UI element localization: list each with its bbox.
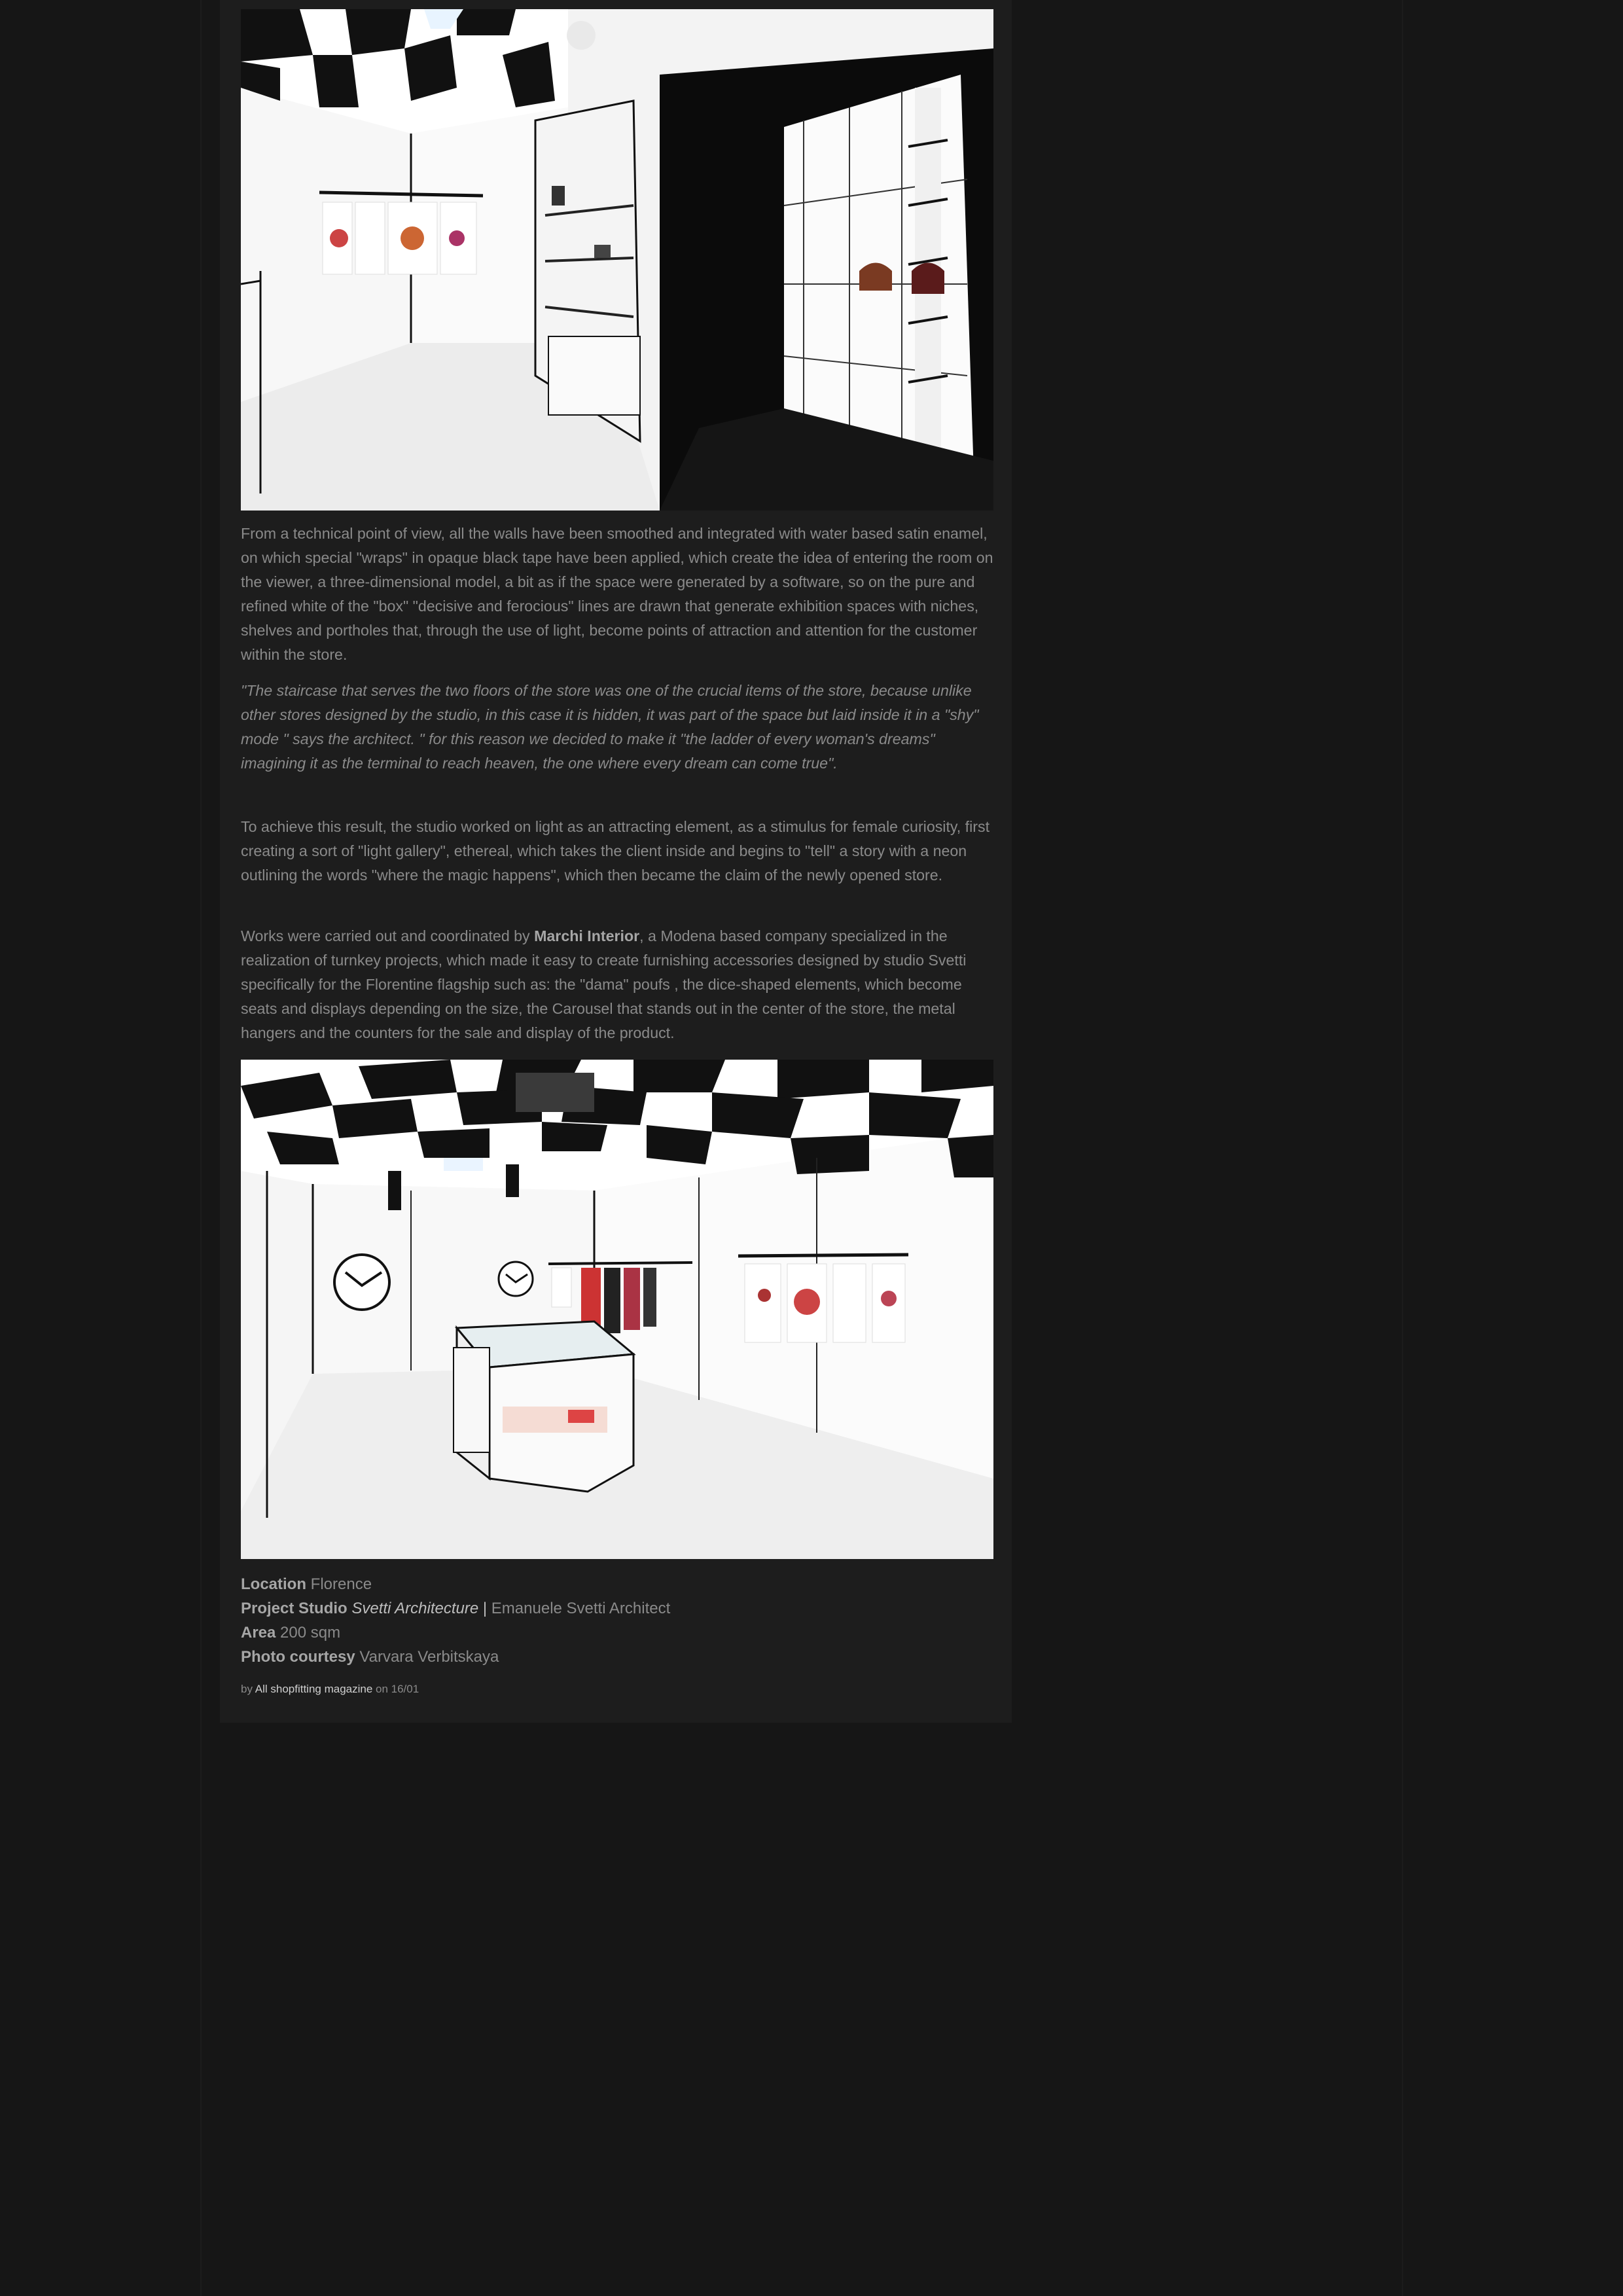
article-paragraph-light: To achieve this result, the studio worked on light as an attracting element, as a stimulus for female curiosity, first creating a sort of "light gallery", ethereal, which takes the client inside and begins to "tell" a story with a neon outlining the words "where the magic happens", which then became the claim of the newly opened store. [241,818,990,884]
byline-source-link[interactable]: All shopfitting magazine [255,1683,373,1695]
photo-courtesy-label: Photo courtesy [241,1648,355,1666]
article-paragraph-works [241,924,993,1045]
marchi-interior-name: Marchi Interior [534,927,640,944]
area-value: 200 sqm [280,1624,341,1641]
store-interior-photo-2 [241,1060,993,1559]
byline [241,1683,419,1696]
photo-courtesy-value: Varvara Verbitskaya [359,1648,499,1666]
project-studio-label: Project Studio [241,1600,348,1617]
location-value: Florence [310,1575,372,1593]
meta-photo-courtesy [241,1645,499,1669]
right-column-edge [1402,0,1403,2296]
meta-area [241,1621,340,1645]
article-paragraph-technical: From a technical point of view, all the walls have been smoothed and integrated with water based satin enamel, on which special "wraps" in opaque black tape have been applied, which create the idea of entering the room on the viewer, a three-dimensional model, a bit as if the space were generated by a software, so on the pure and refined white of the "box" "decisive and ferocious" lines are drawn that generate exhibition spaces with niches, shelves and portholes that, through the use of light, become points of attraction and attention for the customer within the store. [241,525,993,663]
works-text-after: , a Modena based company specialized in the realization of turnkey projects, which made it easy to create furnishing accessories designed by studio Svetti specifically for the Florentine flagship such as: the "dama" poufs , the dice-shaped elements, which become seats and displays depending on the size, the Carousel that stands out in the center of the store, the metal hangers and the counters for the sale and display of the product. [241,927,967,1041]
studio-separator: | [478,1600,491,1617]
article-paragraph-quote: "The staircase that serves the two floors of the store was one of the crucial items of the store, because unlike other stores designed by the studio, in this case it is hidden, it was part of the space but laid inside it in a "shy" mode " says the architect. " for this reason we decided to make it "the ladder of every woman's dreams" imagining it as the terminal to reach heaven, the one where every dream can come true". [241,682,979,772]
meta-location [241,1572,372,1596]
location-label: Location [241,1575,306,1593]
area-label: Area [241,1624,276,1641]
store-interior-photo-1 [241,9,993,511]
works-text-before: Works were carried out and coordinated by [241,927,535,944]
studio-name: Svetti Architecture [351,1600,479,1617]
article-column [220,0,1012,1723]
byline-prefix: by [241,1683,255,1695]
studio-architect: Emanuele Svetti Architect [491,1600,671,1617]
left-column-edge [200,0,202,2296]
byline-date: on 16/01 [372,1683,419,1695]
meta-project-studio [241,1596,670,1621]
